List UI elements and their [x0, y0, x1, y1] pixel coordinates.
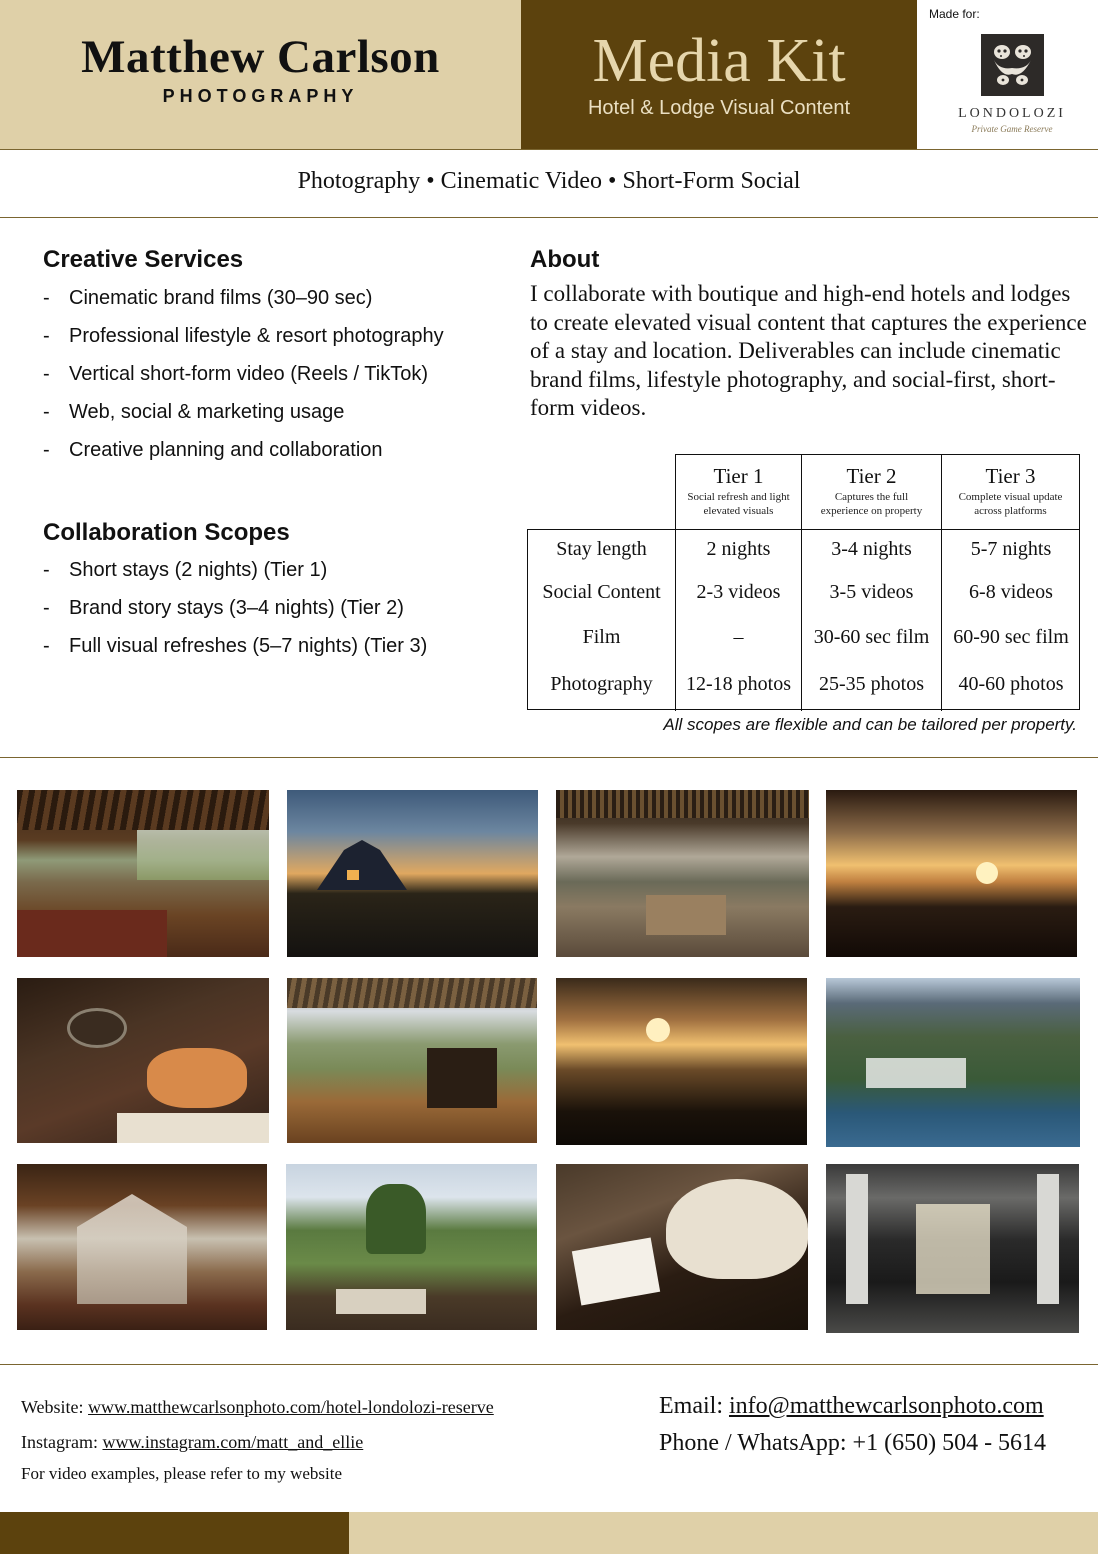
about-text: I collaborate with boutique and high-end hotels and lodges to create elevated visual content that captures the experience of a stay and location. Deliverables can include cinematic brand films, lifestyle photography, and social-first, short-form videos.: [530, 281, 1087, 420]
list-item: - Full visual refreshes (5–7 nights) (Tier 3): [43, 632, 427, 670]
creative-services-list: [43, 284, 444, 474]
lodge-interior-photo: [17, 790, 269, 957]
tier-name: Tier 1: [713, 464, 764, 488]
tier-description: Captures the full experience on property: [820, 491, 923, 517]
list-item: - Short stays (2 nights) (Tier 1): [43, 556, 427, 594]
brand-block: [0, 0, 521, 150]
email-link[interactable]: info@matthewcarlsonphoto.com: [728, 1393, 1044, 1419]
silhouette-diners-photo: [556, 978, 807, 1145]
savanna-lounge-deck-photo: [286, 1164, 537, 1330]
table-cell: 60-90 sec film: [953, 626, 1069, 648]
table-cell: 30-60 sec film: [813, 626, 930, 648]
video-note: For video examples, please refer to my website: [21, 1464, 343, 1483]
list-item: - Vertical short-form video (Reels / TikTok): [43, 360, 444, 398]
row-label: Social Content: [542, 581, 661, 603]
hotel-entrance-night-photo: [826, 1164, 1079, 1333]
collaboration-scopes-list: [43, 556, 427, 670]
email-line: Email: info@matthewcarlsonphoto.com: [659, 1393, 1044, 1419]
phone-number: +1 (650) 504 - 5614: [852, 1430, 1047, 1456]
list-item: - Creative planning and collaboration: [43, 436, 444, 474]
collaboration-scopes-title: Collaboration Scopes: [43, 519, 290, 546]
canopy-bed-suite-photo: [17, 1164, 267, 1330]
row-label: Stay length: [556, 538, 647, 560]
table-cell: –: [733, 626, 744, 648]
brand-subtitle: PHOTOGRAPHY: [162, 86, 359, 106]
list-item: - Cinematic brand films (30–90 sec): [43, 284, 444, 322]
table-cell: 3-4 nights: [831, 538, 912, 560]
bottom-bar-light: [349, 1512, 1098, 1554]
tier-1-header: [675, 454, 802, 530]
divider: [0, 1364, 1098, 1365]
website-link[interactable]: www.matthewcarlsonphoto.com/hotel-londolozi-reserve: [88, 1397, 494, 1417]
website-line: Website: www.matthewcarlsonphoto.com/hotel-londolozi-reserve: [21, 1397, 494, 1417]
instagram-link[interactable]: www.instagram.com/matt_and_ellie: [102, 1432, 364, 1452]
services-tagline: Photography • Cinematic Video • Short-Form Social: [297, 168, 801, 194]
deck-firepit-view-photo: [556, 790, 809, 957]
londolozi-leopards-logo-icon: [981, 34, 1044, 96]
bathtub-towel-photo: [556, 1164, 808, 1330]
client-block: [917, 0, 1098, 150]
table-cell: 6-8 videos: [969, 581, 1053, 603]
tier-description: Complete visual update across platforms: [958, 491, 1063, 517]
tier-name: Tier 2: [846, 464, 897, 488]
bottom-bar-dark: [0, 1512, 349, 1554]
food-preparation-photo: [17, 978, 269, 1143]
table-cell: 5-7 nights: [970, 538, 1052, 560]
row-label: Film: [582, 626, 621, 648]
table-cell: 12-18 photos: [686, 673, 791, 695]
tier-table-body: [527, 529, 1080, 710]
divider: [0, 217, 1098, 218]
veranda-chair-view-photo: [287, 978, 537, 1143]
client-tagline: Private Game Reserve: [971, 124, 1053, 134]
media-kit-title: Media Kit: [592, 27, 846, 95]
list-item: - Professional lifestyle & resort photography: [43, 322, 444, 360]
divider: [0, 149, 1098, 150]
table-cell: 40-60 photos: [958, 673, 1064, 695]
tier-name: Tier 3: [985, 464, 1036, 488]
tented-camp-sunset-photo: [287, 790, 538, 957]
brand-name: Matthew Carlson: [81, 31, 440, 83]
table-cell: 2 nights: [706, 538, 771, 560]
creative-services-title: Creative Services: [43, 246, 244, 273]
row-label: Photography: [550, 673, 653, 695]
header: [0, 0, 1098, 150]
made-for-label: Made for:: [929, 7, 980, 21]
tier-description: Social refresh and light elevated visuals: [687, 491, 790, 517]
about-title: About: [530, 246, 600, 273]
table-cell: 3-5 videos: [829, 581, 914, 603]
list-item: - Brand story stays (3–4 nights) (Tier 2): [43, 594, 427, 632]
table-cell: 2-3 videos: [696, 581, 781, 603]
divider: [0, 757, 1098, 758]
tier-2-header: [801, 454, 942, 530]
aerial-coastal-resort-photo: [826, 978, 1080, 1147]
table-cell: 25-35 photos: [819, 673, 924, 695]
table-note: All scopes are flexible and can be tailored per property.: [663, 715, 1077, 734]
phone-line: Phone / WhatsApp: +1 (650) 504 - 5614: [659, 1430, 1047, 1456]
terrace-sunset-diners-photo: [826, 790, 1077, 957]
list-item: - Web, social & marketing usage: [43, 398, 444, 436]
media-kit-block: [521, 0, 917, 150]
media-kit-subtitle: Hotel & Lodge Visual Content: [587, 97, 851, 119]
client-name: LONDOLOZI: [958, 106, 1066, 121]
tier-3-header: [941, 454, 1080, 530]
instagram-line: Instagram: www.instagram.com/matt_and_ellie: [21, 1432, 364, 1452]
